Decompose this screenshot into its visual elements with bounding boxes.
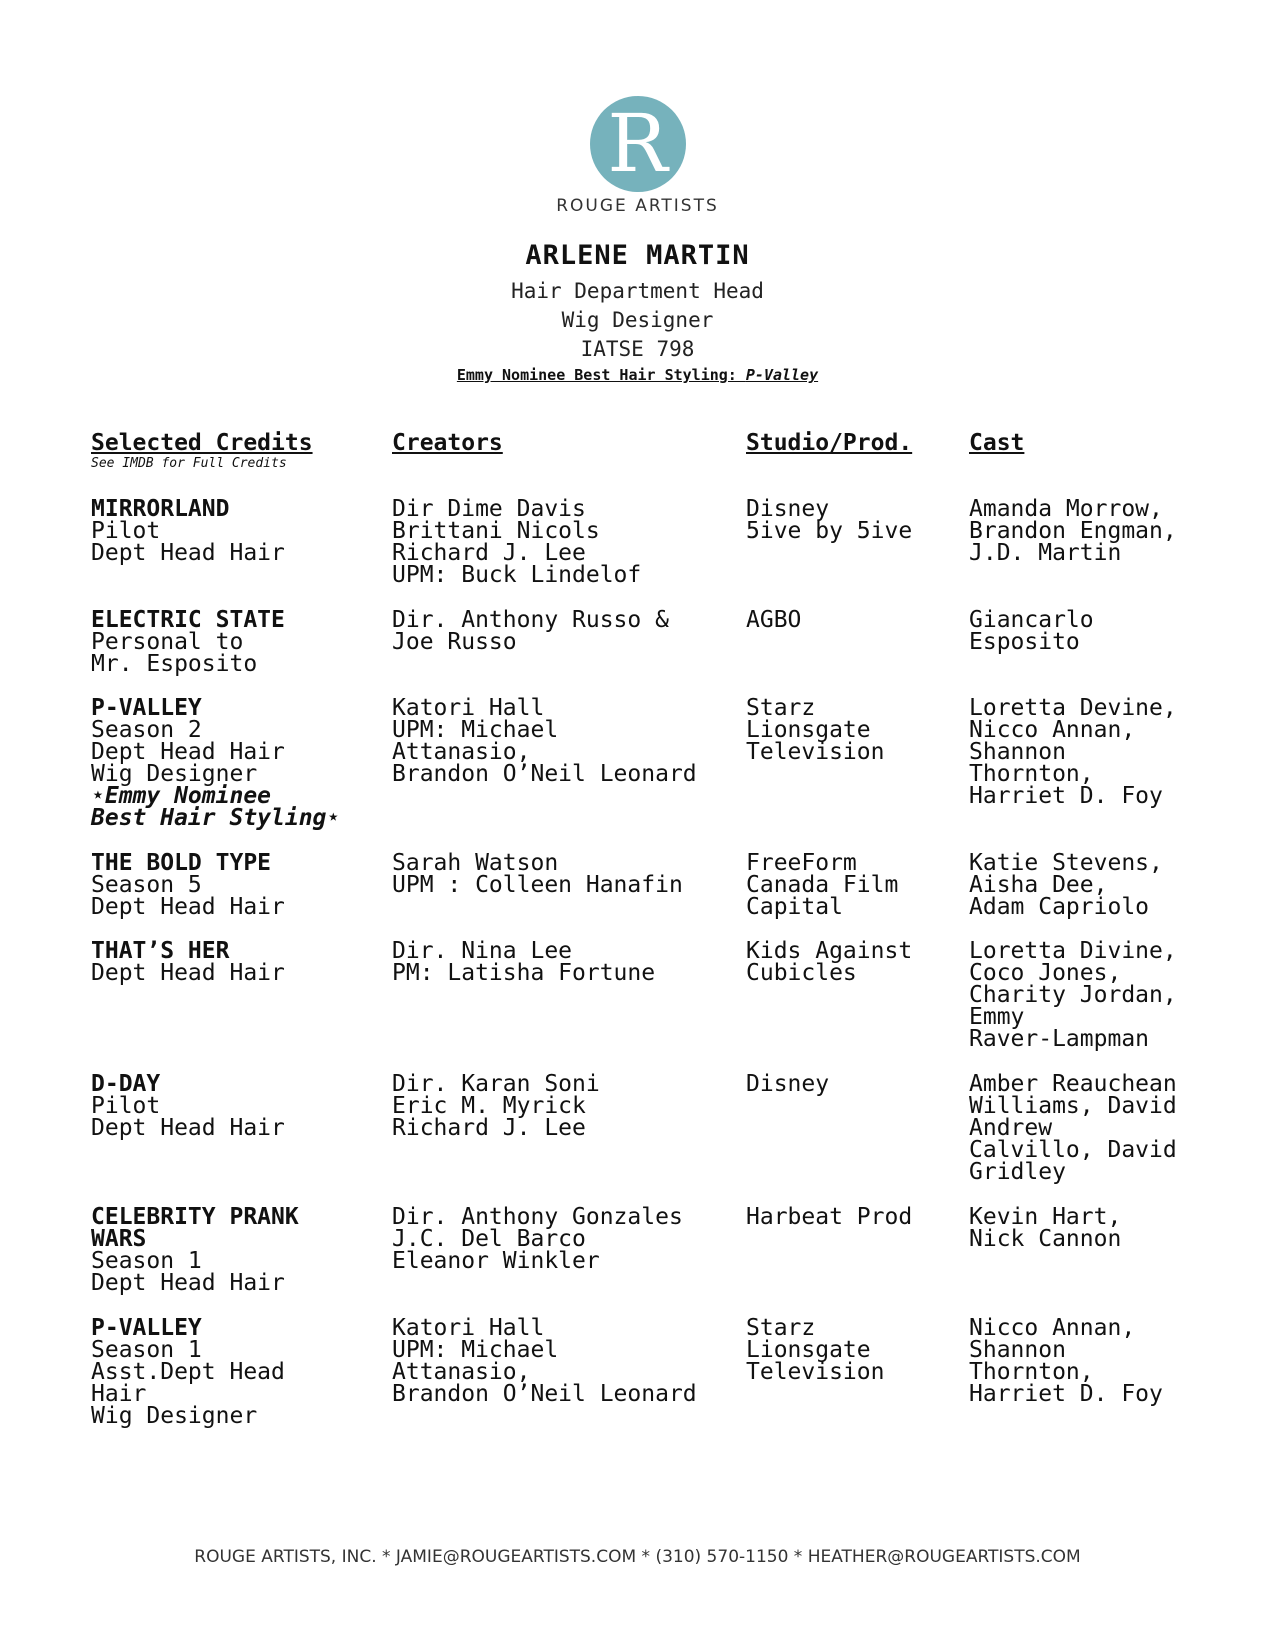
- creator-line: Dir. Nina Lee: [392, 938, 573, 964]
- credit-cast: [969, 852, 1249, 918]
- cast-line: Amber Reauchean: [969, 1071, 1177, 1097]
- credit-project: [91, 498, 376, 564]
- creator-line: Katori Hall: [392, 695, 545, 721]
- credit-cast: [969, 697, 1249, 807]
- project-detail: Mr. Esposito: [91, 651, 258, 677]
- cast-line: Loretta Devine,: [969, 695, 1177, 721]
- cast-line: Thornton,: [969, 761, 1094, 787]
- project-detail: Pilot: [91, 1093, 161, 1119]
- creator-line: Richard J. Lee: [392, 1115, 586, 1141]
- cast-line: Katie Stevens,: [969, 850, 1163, 876]
- role-line-1: Hair Department Head: [511, 279, 764, 303]
- creator-line: Dir. Anthony Russo &: [392, 607, 669, 633]
- credit-creators: [392, 1317, 737, 1405]
- creator-line: Katori Hall: [392, 1315, 545, 1341]
- creator-line: J.C. Del Barco: [392, 1226, 586, 1252]
- cast-line: Gridley: [969, 1159, 1066, 1185]
- project-title: ELECTRIC STATE: [91, 607, 285, 633]
- creator-line: Brittani Nicols: [392, 518, 600, 544]
- column-header-creators: Creators: [392, 430, 503, 456]
- project-title: THAT’S HER: [91, 938, 230, 964]
- credit-project: [91, 1317, 376, 1427]
- logo-circle: [590, 96, 686, 192]
- credit-project: [91, 852, 376, 918]
- credit-project: [91, 1073, 376, 1139]
- column-header-credits: Selected Credits: [91, 430, 313, 456]
- cast-line: Esposito: [969, 629, 1080, 655]
- award-note: ⋆Emmy Nominee: [91, 783, 272, 809]
- credit-project: [91, 697, 376, 829]
- project-detail: Dept Head Hair: [91, 540, 285, 566]
- credit-creators: [392, 498, 737, 586]
- credit-cast: [969, 940, 1249, 1050]
- project-title: P-VALLEY: [91, 695, 202, 721]
- cast-line: Kevin Hart,: [969, 1204, 1122, 1230]
- logo-letter: R: [607, 97, 668, 190]
- credit-project: [91, 609, 376, 675]
- credit-studio: [746, 852, 946, 918]
- creator-line: Attanasio,: [392, 739, 531, 765]
- credit-creators: [392, 1073, 737, 1139]
- credit-studio: [746, 1073, 946, 1095]
- artist-name: ARLENE MARTIN: [525, 240, 750, 271]
- credit-cast: [969, 1073, 1249, 1183]
- credit-cast: [969, 609, 1249, 653]
- creator-line: Dir. Karan Soni: [392, 1071, 600, 1097]
- credit-creators: [392, 940, 737, 984]
- studio-line: FreeForm: [746, 850, 857, 876]
- credit-project: [91, 940, 376, 984]
- credit-cast: [969, 498, 1249, 564]
- creator-line: Sarah Watson: [392, 850, 559, 876]
- cast-line: Adam Capriolo: [969, 894, 1150, 920]
- cast-line: Thornton,: [969, 1359, 1094, 1385]
- credit-creators: [392, 852, 737, 896]
- creator-line: UPM: Buck Lindelof: [392, 562, 642, 588]
- credit-creators: [392, 609, 737, 653]
- union-line: IATSE 798: [580, 337, 695, 361]
- cast-line: Andrew: [969, 1115, 1053, 1141]
- credit-creators: [392, 1206, 737, 1272]
- cast-line: Harriet D. Foy: [969, 783, 1163, 809]
- studio-line: Disney: [746, 1071, 830, 1097]
- agency-name: ROUGE ARTISTS: [556, 196, 719, 216]
- studio-line: Lionsgate: [746, 1337, 871, 1363]
- cast-line: Harriet D. Foy: [969, 1381, 1163, 1407]
- creator-line: Eric M. Myrick: [392, 1093, 586, 1119]
- creator-line: Richard J. Lee: [392, 540, 586, 566]
- project-detail: Wig Designer: [91, 761, 258, 787]
- cast-line: Calvillo, David: [969, 1137, 1177, 1163]
- project-detail: Dept Head Hair: [91, 739, 285, 765]
- project-detail: Wig Designer: [91, 1403, 258, 1429]
- cast-line: Amanda Morrow,: [969, 496, 1163, 522]
- creator-line: Joe Russo: [392, 629, 517, 655]
- column-header-studio: Studio/Prod.: [746, 430, 913, 456]
- studio-line: Lionsgate: [746, 717, 871, 743]
- cast-line: Emmy: [969, 1004, 1025, 1030]
- studio-line: 5ive by 5ive: [746, 518, 913, 544]
- cast-line: Brandon Engman,: [969, 518, 1177, 544]
- role-line-2: Wig Designer: [561, 308, 714, 332]
- cast-line: Nicco Annan,: [969, 1315, 1136, 1341]
- agency-logo: [0, 96, 1275, 216]
- project-detail: Hair: [91, 1381, 147, 1407]
- project-title: P-VALLEY: [91, 1315, 202, 1341]
- project-title: THE BOLD TYPE: [91, 850, 272, 876]
- cast-line: Coco Jones,: [969, 960, 1122, 986]
- cast-line: Shannon: [969, 1337, 1066, 1363]
- project-detail: Dept Head Hair: [91, 960, 285, 986]
- studio-line: Kids Against: [746, 938, 913, 964]
- emmy-nomination: [0, 366, 1275, 384]
- studio-line: Television: [746, 1359, 885, 1385]
- project-detail: Dept Head Hair: [91, 1270, 285, 1296]
- credit-creators: [392, 697, 737, 785]
- credit-studio: [746, 498, 946, 542]
- cast-line: Giancarlo: [969, 607, 1094, 633]
- project-title: MIRRORLAND: [91, 496, 230, 522]
- project-detail: Season 1: [91, 1248, 202, 1274]
- cast-line: Loretta Divine,: [969, 938, 1177, 964]
- cast-line: Nicco Annan,: [969, 717, 1136, 743]
- studio-line: AGBO: [746, 607, 802, 633]
- emmy-show: P-Valley: [745, 366, 819, 384]
- creator-line: PM: Latisha Fortune: [392, 960, 656, 986]
- project-detail: Pilot: [91, 518, 161, 544]
- cast-line: Shannon: [969, 739, 1066, 765]
- cast-line: Charity Jordan,: [969, 982, 1177, 1008]
- emmy-prefix: Emmy Nominee Best Hair Styling:: [456, 366, 746, 384]
- project-detail: Season 2: [91, 717, 202, 743]
- studio-line: Starz: [746, 1315, 816, 1341]
- studio-line: Television: [746, 739, 885, 765]
- resume-header: [0, 240, 1275, 384]
- project-detail: Season 5: [91, 872, 202, 898]
- cast-line: Raver-Lampman: [969, 1026, 1150, 1052]
- creator-line: UPM: Michael: [392, 1337, 559, 1363]
- cast-line: J.D. Martin: [969, 540, 1122, 566]
- project-title: CELEBRITY PRANK WARS: [91, 1204, 299, 1252]
- cast-line: Aisha Dee,: [969, 872, 1108, 898]
- project-detail: Dept Head Hair: [91, 894, 285, 920]
- credit-project: [91, 1206, 376, 1294]
- cast-line: Nick Cannon: [969, 1226, 1122, 1252]
- studio-line: Capital: [746, 894, 843, 920]
- award-note: Best Hair Styling⋆: [91, 805, 341, 831]
- column-header-cast: Cast: [969, 430, 1025, 456]
- studio-line: Starz: [746, 695, 816, 721]
- credit-studio: [746, 1206, 946, 1228]
- creator-line: Dir Dime Davis: [392, 496, 586, 522]
- studio-line: Cubicles: [746, 960, 857, 986]
- cast-line: Williams, David: [969, 1093, 1177, 1119]
- contact-footer: ROUGE ARTISTS, INC. * JAMIE@ROUGEARTISTS.COM * (310) 570-1150 * HEATHER@ROUGEARTISTS.COM: [194, 1547, 1081, 1567]
- creator-line: Brandon O’Neil Leonard: [392, 761, 697, 787]
- studio-line: Canada Film: [746, 872, 899, 898]
- project-detail: Personal to: [91, 629, 244, 655]
- credits-note: See IMDB for Full Credits: [91, 456, 287, 471]
- credit-studio: [746, 940, 946, 984]
- creator-line: Attanasio,: [392, 1359, 531, 1385]
- credit-studio: [746, 609, 946, 631]
- creator-line: UPM: Michael: [392, 717, 559, 743]
- creator-line: UPM : Colleen Hanafin: [392, 872, 683, 898]
- creator-line: Brandon O’Neil Leonard: [392, 1381, 697, 1407]
- project-detail: Dept Head Hair: [91, 1115, 285, 1141]
- project-detail: Season 1: [91, 1337, 202, 1363]
- credit-cast: [969, 1206, 1249, 1250]
- studio-line: Disney: [746, 496, 830, 522]
- credit-studio: [746, 1317, 946, 1383]
- creator-line: Dir. Anthony Gonzales: [392, 1204, 683, 1230]
- studio-line: Harbeat Prod: [746, 1204, 913, 1230]
- credit-studio: [746, 697, 946, 763]
- credit-cast: [969, 1317, 1249, 1405]
- project-detail: Asst.Dept Head: [91, 1359, 285, 1385]
- creator-line: Eleanor Winkler: [392, 1248, 600, 1274]
- project-title: D-DAY: [91, 1071, 161, 1097]
